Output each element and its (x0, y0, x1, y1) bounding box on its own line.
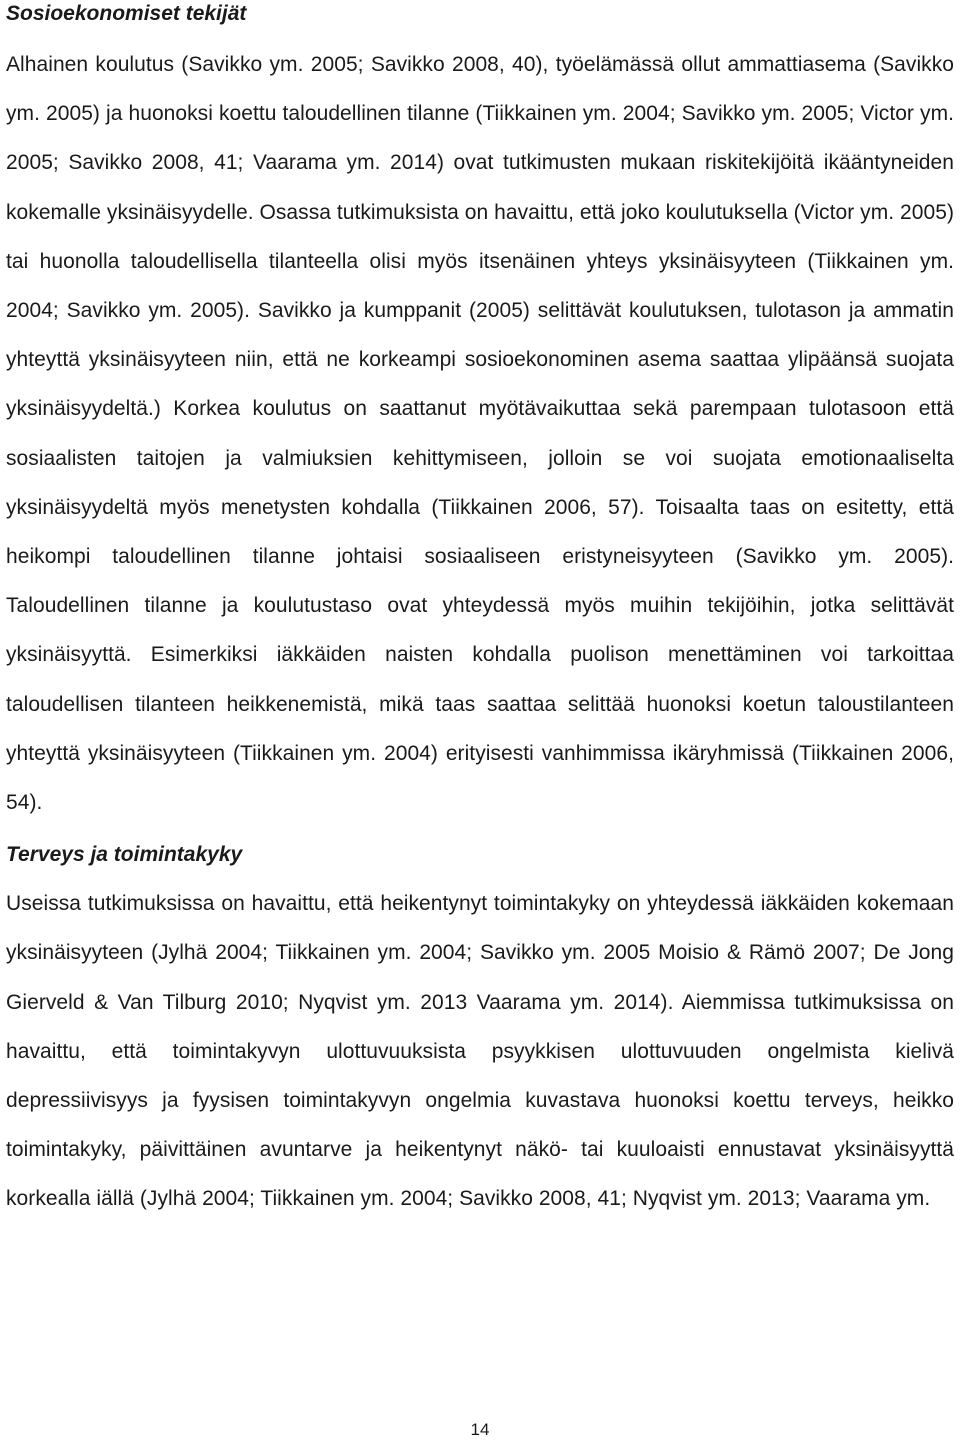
page-number: 14 (470, 1420, 490, 1439)
section-heading: Terveys ja toimintakyky (6, 843, 243, 867)
document-page (6, 0, 954, 1224)
body-paragraph: Alhainen koulutus (Savikko ym. 2005; Savikko 2008, 40), työelämässä ollut ammattiasema (Savikko ym. 2005) ja huonoksi koettu taloudellinen tilanne (Tiikkainen ym. 2004; Savikko ym. 2005; Victor ym. 2005; Savikko 2008, 41; Vaarama ym. 2014) ovat tutkimusten mukaan riskitekijöitä ikääntyneiden kokemalle yksinäisyydelle. Osassa tutkimuksista on havaittu, että joko koulutuksella (Victor ym. 2005) tai huonolla taloudellisella tilanteella olisi myös itsenäinen yhteys yksinäisyyteen (Tiikkainen ym. 2004; Savikko ym. 2005). Savikko ja kumppanit (2005) selittävät koulutuksen, tulotason ja ammatin yhteyttä yksinäisyyteen niin, että ne korkeampi sosioekonominen asema saattaa ylipäänsä suojata yksinäisyydeltä.) Korkea koulutus on saattanut myötävaikuttaa sekä parempaan tulotasoon että sosiaalisten taitojen ja valmiuksien kehittymiseen, jolloin se voi suojata emotionaaliselta yksinäisyydeltä myös menetysten kohdalla (Tiikkainen 2006, 57). Toisaalta taas on esitetty, että heikompi taloudellinen tilanne johtaisi sosiaaliseen eristyneisyyteen (Savikko ym. 2005). Taloudellinen tilanne ja koulutustaso ovat yhteydessä myös muihin tekijöihin, jotka selittävät yksinäisyyttä. Esimerkiksi iäkkäiden naisten kohdalla puolison menettäminen voi tarkoittaa taloudellisen tilanteen heikkenemistä, mikä taas saattaa selittää huonoksi koetun taloustilanteen yhteyttä yksinäisyyteen (Tiikkainen ym. 2004) erityisesti vanhimmissa ikäryhmissä (Tiikkainen 2006, 54). (6, 53, 954, 815)
section-socioeconomic (6, 0, 954, 827)
body-paragraph: Useissa tutkimuksissa on havaittu, että heikentynyt toimintakyky on yhteydessä iäkkäiden kokemaan yksinäisyyteen (Jylhä 2004; Tiikkainen ym. 2004; Savikko ym. 2005 Moisio & Rämö 2007; De Jong Gierveld & Van Tilburg 2010; Nyqvist ym. 2013 Vaarama ym. 2014). Aiemmissa tutkimuksissa on havaittu, että toimintakyvyn ulottuvuuksista psyykkisen ulottuvuuden ongelmista kielivä depressiivisyys ja fyysisen toimintakyvyn ongelmia kuvastava huonoksi koettu terveys, heikko toimintakyky, päivittäinen avuntarve ja heikentynyt näkö- tai kuuloaisti ennustavat yksinäisyyttä korkealla iällä (Jylhä 2004; Tiikkainen ym. 2004; Savikko 2008, 41; Nyqvist ym. 2013; Vaarama ym. (6, 892, 954, 1211)
section-health (6, 841, 954, 1223)
section-heading: Sosioekonomiset tekijät (6, 2, 247, 25)
